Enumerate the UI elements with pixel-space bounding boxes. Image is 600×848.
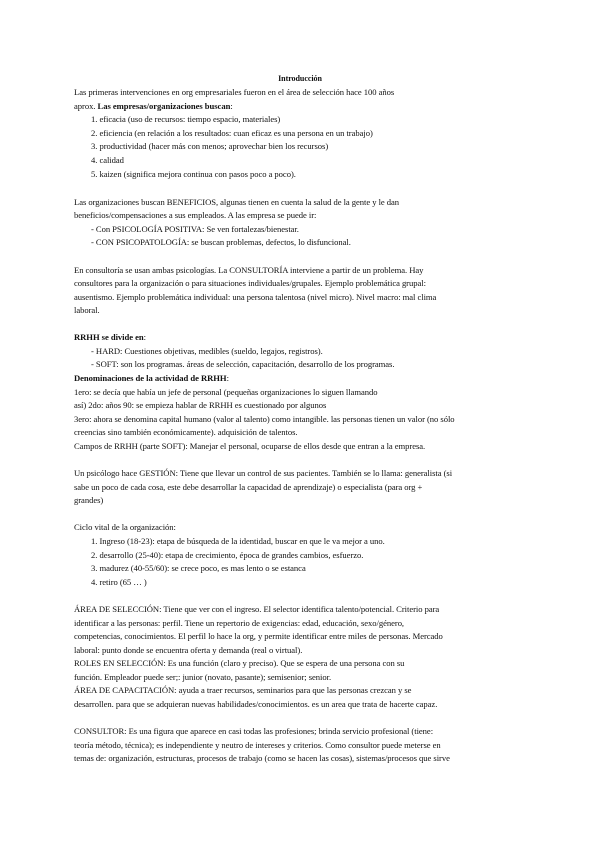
denominaciones-heading: Denominaciones de la actividad de RRHH	[74, 373, 227, 383]
page-title: Introducción	[278, 74, 322, 83]
intro-text: aprox.	[74, 101, 98, 111]
list-item: 3. madurez (40-55/60): se crece poco, es mas lento o se estanca	[91, 563, 306, 573]
list-item: 5. kaizen (significa mejora continua con pasos poco a poco).	[91, 169, 296, 179]
intro-colon: :	[230, 101, 233, 111]
section-heading: Ciclo vital de la organización:	[74, 522, 176, 532]
paragraph-line: laboral.	[74, 305, 100, 315]
paragraph-line: Un psicólogo hace GESTIÓN: Tiene que llevar un control de sus pacientes. También se lo llama: generalista (si	[74, 468, 453, 478]
list-item: 1. Ingreso (18-23): etapa de búsqueda de la identidad, buscar en que le va mejor a uno.	[91, 536, 385, 546]
list-item: 3. productividad (hacer más con menos; aprovechar bien los recursos)	[91, 141, 329, 151]
paragraph-line: así) 2do: años 90: se empieza hablar de RRHH es cuestionado por algunos	[74, 400, 327, 410]
list-item: 2. eficiencia (en relación a los resultados: cuan eficaz es una persona en un trabajo)	[91, 128, 373, 138]
section-heading	[74, 331, 560, 344]
paragraph-line: identificar a las personas: perfil. Tiene un repertorio de exigencias: edad, educación, sexo/género,	[74, 618, 405, 628]
paragraph-line: CONSULTOR: Es una figura que aparece en casi todas las profesiones; brinda servicio profesional (tiene:	[74, 726, 434, 736]
paragraph-line: 3ero: ahora se denomina capital humano (valor al talento) como intangible. las personas tienen un valor (no sólo	[74, 414, 455, 424]
paragraph-line: competencias, conocimientos. El perfil lo hace la org, y permite identificar entre miles de personas. Mercado	[74, 631, 443, 641]
paragraph-line: creencias sino también económicamente). adquisición de talentos.	[74, 427, 298, 437]
list-item: 1. eficacia (uso de recursos: tiempo espacio, materiales)	[91, 114, 281, 124]
paragraph-line: ÁREA DE SELECCIÓN: Tiene que ver con el ingreso. El selector identifica talento/potencial. Criterio para	[74, 604, 440, 614]
section-heading	[74, 372, 560, 385]
paragraph-line: consultores para la organización o para situaciones individuales/grupales. Ejemplo problemática grupal:	[74, 278, 426, 288]
list-item: - Con PSICOLOGÍA POSITIVA: Se ven fortalezas/bienestar.	[91, 224, 299, 234]
intro-bold-heading: Las empresas/organizaciones buscan	[97, 101, 231, 111]
paragraph-line: desarrollen. para que se adquieran nuevas habilidades/conocimientos. es un area que trata de hacerte capaz.	[74, 699, 438, 709]
paragraph-line: función. Empleador puede ser;: junior (novato, pasante); semisenior; senior.	[74, 672, 332, 682]
list-item: - HARD: Cuestiones objetivas, medibles (sueldo, legajos, registros).	[91, 346, 323, 356]
paragraph-line: En consultoría se usan ambas psicologías. La CONSULTORÍA interviene a partir de un problema. Hay	[74, 265, 424, 275]
rrhh-heading: RRHH se divide en	[74, 332, 144, 342]
paragraph-line: ausentismo. Ejemplo problemática individual: una persona talentosa (nivel micro). Nivel macro: mal clima	[74, 292, 437, 302]
paragraph-line: beneficios/compensaciones a sus empleados. A las empresa se puede ir:	[74, 210, 317, 220]
paragraph-line: laboral: punto donde se encuentra oferta y demanda (real o virtual).	[74, 645, 303, 655]
paragraph-line: Campos de RRHH (parte SOFT): Manejar el personal, ocuparse de ellos desde que entran a la empresa.	[74, 441, 426, 451]
paragraph-line: teoría método, técnica); es independiente y neutro de intereses y criterios. Como consultor puede meterse en	[74, 740, 441, 750]
paragraph-line: grandes)	[74, 495, 104, 505]
list-item: 2. desarrollo (25-40): etapa de crecimiento, época de grandes cambios, esfuerzo.	[91, 550, 364, 560]
denominaciones-colon: :	[226, 373, 229, 383]
list-item: - SOFT: son los programas. áreas de selección, capacitación, desarrollo de los programas.	[91, 359, 395, 369]
paragraph-line: 1ero: se decía que había un jefe de personal (pequeñas organizaciones lo siguen llamando	[74, 387, 378, 397]
intro-line	[74, 100, 560, 113]
paragraph-line: ROLES EN SELECCIÓN: Es una función (claro y preciso). Que se espera de una persona con su	[74, 658, 405, 668]
paragraph-line: Las organizaciones buscan BENEFICIOS, algunas tienen en cuenta la salud de la gente y le dan	[74, 197, 400, 207]
list-item: 4. calidad	[91, 155, 124, 165]
list-item: 4. retiro (65 … )	[91, 577, 147, 587]
paragraph-line: sabe un poco de cada cosa, este debe desarrollar la capacidad de aprendizaje) o especialista (para org +	[74, 482, 423, 492]
paragraph-line: ÁREA DE CAPACITACIÓN: ayuda a traer recursos, seminarios para que las personas crezcan y se	[74, 685, 412, 695]
list-item: - CON PSICOPATOLOGÍA: se buscan problemas, defectos, lo disfuncional.	[91, 237, 351, 247]
intro-line: Las primeras intervenciones en org empresariales fueron en el área de selección hace 100 años	[74, 87, 395, 97]
rrhh-colon: :	[143, 332, 146, 342]
paragraph-line: temas de: organización, estructuras, procesos de trabajo (como se hacen las cosas), sistemas/procesos que sirve	[74, 753, 450, 763]
